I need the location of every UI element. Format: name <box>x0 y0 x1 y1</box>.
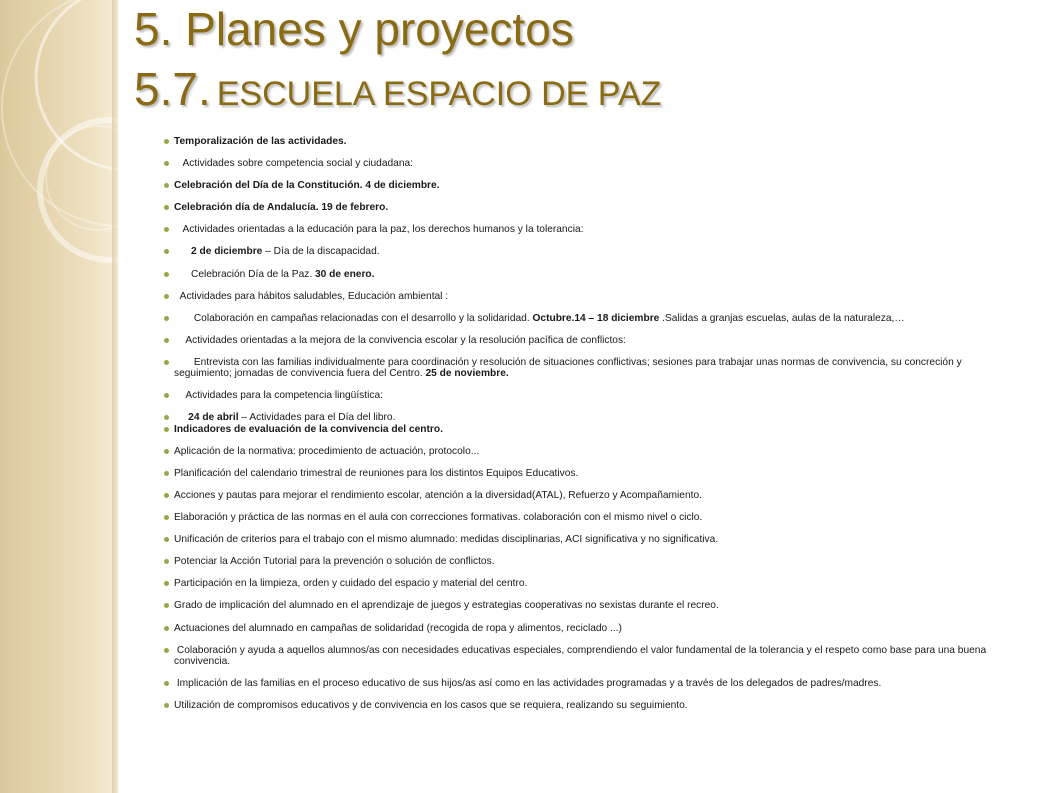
indicator-item: Utilización de compromisos educativos y de convivencia en los casos que se requiera, realizando su seguimiento. <box>164 700 1014 711</box>
activity-indent <box>174 246 191 257</box>
activity-item <box>164 158 1014 169</box>
activity-item <box>164 357 1014 380</box>
activity-date: Celebración del Día de la Constitución. 4 de diciembre. <box>174 180 440 192</box>
indicator-item: Actuaciones del alumnado en campañas de solidaridad (recogida de ropa y alimentos, reciclado ...) <box>164 623 1014 634</box>
activity-text: Celebración Día de la Paz. <box>190 268 316 280</box>
indicator-item: Planificación del calendario trimestral de reuniones para los distintos Equipos Educativos. <box>164 468 1014 479</box>
activity-text: .Salidas a granjas escuelas, aulas de la naturaleza,… <box>659 312 905 324</box>
activity-text: Colaboración en campañas relacionadas con el desarrollo y la solidaridad. <box>193 312 533 324</box>
activity-date: 25 de noviembre. <box>425 368 509 380</box>
activity-date: Octubre.14 – 18 diciembre <box>532 312 660 324</box>
activity-text: Actividades sobre competencia social y ciudadana: <box>182 158 413 170</box>
indicator-item: Implicación de las familias en el proceso educativo de sus hijos/as así como en las actividades programadas y a través de los delegados de padres/madres. <box>164 678 1014 689</box>
activity-indent <box>174 158 183 169</box>
activities-heading: Temporalización de las actividades. <box>164 136 1014 147</box>
activities-list <box>164 136 1014 424</box>
title-line-2 <box>134 63 662 115</box>
activity-indent <box>174 335 185 346</box>
activity-item <box>164 291 1014 302</box>
activity-text: Actividades orientadas a la educación para la paz, los derechos humanos y la tolerancia: <box>182 224 584 236</box>
activity-item <box>164 412 1014 423</box>
activity-indent <box>174 313 194 324</box>
activity-item <box>164 246 1014 257</box>
activity-text: Actividades para hábitos saludables, Educación ambiental : <box>179 290 449 302</box>
indicator-item: Potenciar la Acción Tutorial para la prevención o solución de conflictos. <box>164 556 1014 567</box>
decorative-rings <box>0 0 118 793</box>
activity-text: Actividades para la competencia lingüística: <box>185 390 383 402</box>
activity-item <box>164 180 1014 191</box>
indicator-item: Elaboración y práctica de las normas en el aula con correcciones formativas. colaboración con el mismo nivel o ciclo. <box>164 512 1014 523</box>
title-section-name: ESCUELA ESPACIO DE PAZ <box>216 75 662 113</box>
activity-text: Entrevista con las familias individualmente para coordinación y resolución de situaciones conflictivas; sesiones para trabajar unas normas de convivencia, su concreción y seguimiento; jornadas de convivencia fuera del Centro. <box>174 356 965 380</box>
activity-item <box>164 224 1014 235</box>
indicator-item: Aplicación de la normativa: procedimiento de actuación, protocolo... <box>164 446 1014 457</box>
activity-text: – Actividades para el Día del libro. <box>238 412 396 424</box>
activity-date: 30 de enero. <box>315 268 375 280</box>
activity-date: Celebración día de Andalucía. 19 de febrero. <box>174 202 389 214</box>
slide-title <box>134 3 662 115</box>
activity-indent <box>174 269 191 280</box>
activity-indent <box>174 357 194 368</box>
activity-text: Actividades orientadas a la mejora de la convivencia escolar y la resolución pacífica de conflictos: <box>185 334 626 346</box>
indicator-item: Colaboración y ayuda a aquellos alumnos/as con necesidades educativas especiales, comprendiendo el valor fundamental de la tolerancia y el respeto como base para una buena convivencia. <box>164 645 1014 668</box>
activity-text: – Día de la discapacidad. <box>262 246 380 258</box>
activity-date: 24 de abril <box>188 412 239 424</box>
indicators-list <box>164 424 1014 712</box>
activity-item <box>164 390 1014 401</box>
slide-content <box>164 136 1014 711</box>
activity-item <box>164 269 1014 280</box>
activity-item <box>164 202 1014 213</box>
title-number: 5.7. <box>134 63 211 115</box>
activity-date: 2 de diciembre <box>190 246 263 258</box>
indicator-item: Acciones y pautas para mejorar el rendimiento escolar, atención a la diversidad(ATAL), Refuerzo y Acompañamiento. <box>164 490 1014 501</box>
indicator-item: Grado de implicación del alumnado en el aprendizaje de juegos y estrategias cooperativas no sexistas durante el recreo. <box>164 600 1014 611</box>
indicator-item: Participación en la limpieza, orden y cuidado del espacio y material del centro. <box>164 578 1014 589</box>
title-line-1: 5. Planes y proyectos <box>134 3 574 55</box>
activity-indent <box>174 390 185 401</box>
indicator-item: Unificación de criterios para el trabajo con el mismo alumnado: medidas disciplinarias, ACI significativa y no significativa. <box>164 534 1014 545</box>
activity-indent <box>174 224 183 235</box>
activity-item <box>164 335 1014 346</box>
activity-indent <box>174 412 188 423</box>
decorative-sidebar <box>0 0 118 793</box>
activity-item <box>164 313 1014 324</box>
indicators-heading: Indicadores de evaluación de la convivencia del centro. <box>164 424 1014 435</box>
